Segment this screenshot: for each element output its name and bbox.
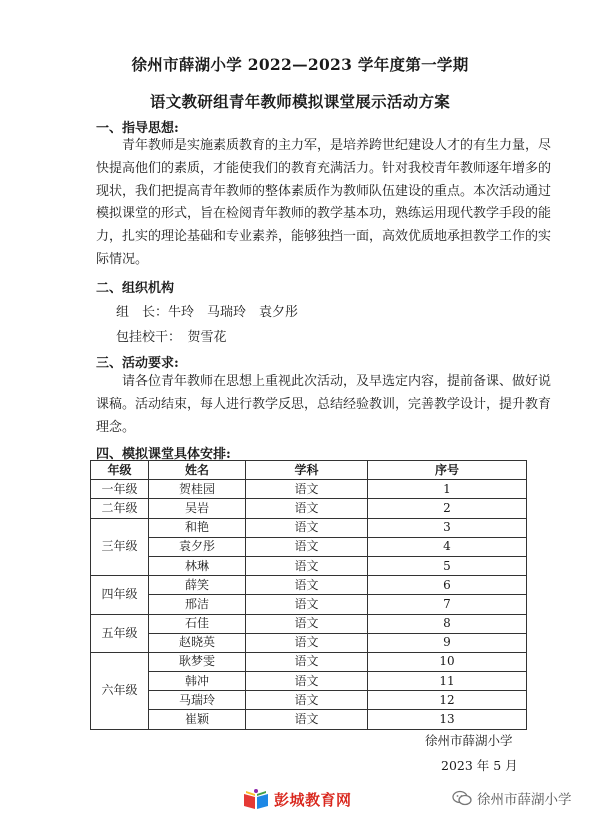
cell-number: 5 — [368, 556, 527, 575]
cell-number: 9 — [368, 633, 527, 652]
paragraph-line: 际情况。 — [96, 251, 149, 267]
org-liaison: 包挂校干： 贺雪花 — [116, 330, 227, 345]
cell-grade: 五年级 — [91, 614, 149, 652]
cell-number: 8 — [368, 614, 527, 633]
cell-subject: 语文 — [246, 576, 368, 595]
cell-number: 7 — [368, 595, 527, 614]
table-row — [91, 691, 527, 710]
header-subject: 学科 — [246, 461, 368, 480]
paragraph-line: 请各位青年教师在思想上重视此次活动，及早选定内容，提前备课、做好说 — [122, 374, 552, 389]
cell-subject: 语文 — [246, 614, 368, 633]
cell-subject: 语文 — [246, 556, 368, 575]
watermark-brand: 彭城教育网 — [274, 790, 352, 809]
cell-number: 2 — [368, 499, 527, 518]
header-number: 序号 — [368, 461, 527, 480]
section-4-heading: 四、模拟课堂具体安排: — [96, 447, 231, 462]
cell-subject: 语文 — [246, 691, 368, 710]
section-2-heading: 二、组织机构 — [96, 281, 175, 296]
cell-subject: 语文 — [246, 518, 368, 537]
cell-name: 石佳 — [149, 614, 246, 633]
cell-subject: 语文 — [246, 710, 368, 729]
header-grade: 年级 — [91, 461, 149, 480]
cell-number: 4 — [368, 537, 527, 556]
table-row — [91, 480, 527, 499]
table-row — [91, 595, 527, 614]
wechat-icon — [452, 790, 472, 806]
cell-name: 和艳 — [149, 518, 246, 537]
doc-title-line2: 语文教研组青年教师模拟课堂展示活动方案 — [149, 92, 451, 111]
cell-subject: 语文 — [246, 480, 368, 499]
cell-name: 耿梦雯 — [149, 652, 246, 671]
header-name: 姓名 — [149, 461, 246, 480]
signature-date: 2023 年 5 月 — [441, 758, 518, 773]
cell-name: 贺桂园 — [149, 480, 246, 499]
cell-subject: 语文 — [246, 595, 368, 614]
cell-name: 邢洁 — [149, 595, 246, 614]
org-leaders: 组 长：牛玲 马瑞玲 袁夕彤 — [116, 305, 299, 320]
paragraph-line: 快提高他们的素质，才能使我们的教育充满活力。针对我校青年教师逐年增多的 — [96, 160, 552, 176]
section-3-body — [96, 371, 552, 439]
paragraph-line: 理念。 — [96, 419, 136, 435]
paragraph-line: 模拟课堂的形式，旨在检阅青年教师的教学基本功，熟练运用现代教学手段的能 — [96, 206, 552, 222]
watermark-logo — [242, 788, 352, 810]
cell-number: 13 — [368, 710, 527, 729]
table-row — [91, 652, 527, 671]
cell-number: 11 — [368, 672, 527, 691]
cell-number: 10 — [368, 652, 527, 671]
signature-school: 徐州市薛湖小学 — [425, 733, 513, 748]
table-header-row — [91, 461, 527, 480]
book-logo-icon — [242, 788, 270, 810]
cell-grade: 三年级 — [91, 518, 149, 576]
paragraph-line: 青年教师是实施素质教育的主力军，是培养跨世纪建设人才的有生力量，尽 — [122, 138, 552, 153]
cell-grade: 二年级 — [91, 499, 149, 518]
cell-number: 12 — [368, 691, 527, 710]
cell-name: 赵晓英 — [149, 633, 246, 652]
cell-name: 韩冲 — [149, 672, 246, 691]
cell-name: 袁夕彤 — [149, 537, 246, 556]
schedule-table — [90, 460, 527, 730]
cell-name: 薛笑 — [149, 576, 246, 595]
cell-grade: 四年级 — [91, 576, 149, 614]
cell-grade: 六年级 — [91, 652, 149, 729]
cell-grade: 一年级 — [91, 480, 149, 499]
table-row — [91, 499, 527, 518]
cell-subject: 语文 — [246, 652, 368, 671]
table-row — [91, 633, 527, 652]
paragraph-line: 现状，我们把提高青年教师的整体素质作为教师队伍建设的重点。本次活动通过 — [96, 183, 552, 199]
cell-name: 崔颖 — [149, 710, 246, 729]
cell-subject: 语文 — [246, 537, 368, 556]
table-row — [91, 576, 527, 595]
cell-name: 林琳 — [149, 556, 246, 575]
cell-subject: 语文 — [246, 633, 368, 652]
wechat-account — [452, 788, 572, 808]
table-row — [91, 614, 527, 633]
cell-number: 1 — [368, 480, 527, 499]
cell-subject: 语文 — [246, 672, 368, 691]
table-row — [91, 556, 527, 575]
section-3-heading: 三、活动要求: — [96, 356, 179, 371]
paragraph-line: 力，扎实的理论基础和专业素养，能够独挡一面，高效优质地承担教学工作的实 — [96, 229, 552, 245]
doc-title-line1: 徐州市薛湖小学 2022—2023 学年度第一学期 — [131, 55, 469, 74]
table-row — [91, 518, 527, 537]
table-row — [91, 710, 527, 729]
cell-number: 6 — [368, 576, 527, 595]
cell-name: 马瑞玲 — [149, 691, 246, 710]
cell-number: 3 — [368, 518, 527, 537]
cell-subject: 语文 — [246, 499, 368, 518]
wechat-account-name: 徐州市薛湖小学 — [477, 792, 572, 808]
table-row — [91, 672, 527, 691]
paragraph-line: 课稿。活动结束，每人进行教学反思，总结经验教训，完善教学设计，提升教育 — [96, 396, 552, 412]
section-1-body — [96, 135, 552, 272]
section-1-heading: 一、指导思想: — [96, 121, 179, 136]
table-row — [91, 537, 527, 556]
cell-name: 吴岩 — [149, 499, 246, 518]
